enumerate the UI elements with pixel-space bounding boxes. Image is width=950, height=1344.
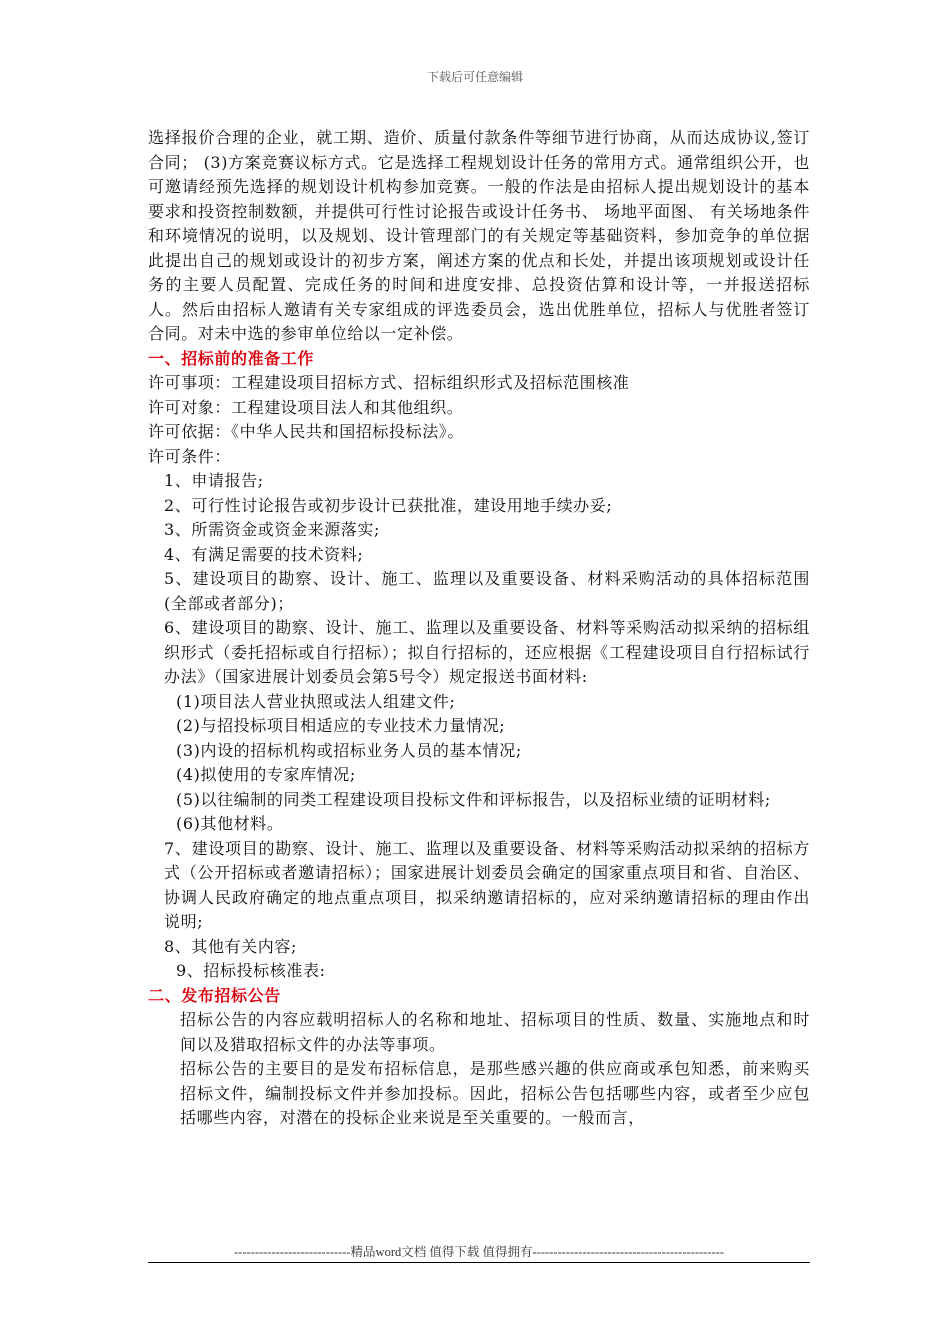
material-item: (1)项目法人营业执照或法人组建文件;: [176, 691, 456, 711]
condition-item: 1、申请报告;: [164, 471, 264, 490]
condition-item: 8、其他有关内容;: [164, 936, 297, 956]
body-paragraph: 选择报价合理的企业，就工期、造价、质量付款条件等细节进行协商，从而达成协议,签订合同； (3)方案竞赛议标方式。它是选择工程规划设计任务的常用方式。通常组织公开，也可邀请经预先选择的规划设计机构参加竞赛。一般的作法是由招标人提出规划设计的基本要求和投资控制数额，并提供可行性讨论报告或设计任务书、 场地平面图、 有关场地条件和环境情况的说明，以及规划、设计管理部门的有关规定等基础资料，参加竞争的单位据此提出自己的规划或设计的初步方案，阐述方案的优点和长处，并提出该项规划或设计任务的主要人员配置、完成任务的时间和进度安排、总投资估算和设计等，一并报送招标人。然后由招标人邀请有关专家组成的评选委员会，选出优胜单位，招标人与优胜者签订合同。对未中选的参审单位给以一定补偿。: [148, 128, 810, 343]
condition-item: 4、有满足需要的技术资料;: [164, 544, 364, 564]
footer-divider: [148, 1262, 810, 1263]
condition-item: 9、招标投标核准表:: [176, 961, 326, 980]
section-heading-1: 一、招标前的准备工作: [148, 348, 315, 368]
material-item: (6)其他材料。: [176, 814, 284, 833]
condition-item: 6、建设项目的勘察、设计、施工、监理以及重要设备、材料等采购活动拟采纳的招标组织形式（委托招标或自行招标）；拟自行招标的，还应根据《工程建设项目自行招标试行办法》（国家进展计划委员会第5号令）规定报送书面材料:: [164, 618, 810, 686]
condition-item: 7、建设项目的勘察、设计、施工、监理以及重要设备、材料等采购活动拟采纳的招标方式（公开招标或者邀请招标）；国家进展计划委员会确定的国家重点项目和省、自治区、协调人民政府确定的地点重点项目，拟采纳邀请招标的，应对采纳邀请招标的理由作出说明;: [164, 838, 810, 931]
body-paragraph: 招标公告的主要目的是发布招标信息，是那些感兴趣的供应商或承包知悉，前来购买招标文件，编制投标文件并参加投标。因此，招标公告包括哪些内容，或者至少应包括哪些内容，对潜在的投标企业来说是至关重要的。一般而言，: [180, 1059, 810, 1127]
permit-item-line: 许可事项：工程建设项目招标方式、招标组织形式及招标范围核准: [148, 373, 630, 392]
page-footer: ----------------------------精品word文档 值得下载 值得拥有----------------------------------------------: [234, 1245, 724, 1259]
section-heading-2: 二、发布招标公告: [148, 985, 281, 1005]
permit-conditions-label: 许可条件：: [148, 446, 232, 466]
permit-target-line: 许可对象：工程建设项目法人和其他组织。: [148, 397, 464, 417]
material-item: (2)与招投标项目相适应的专业技术力量情况;: [176, 716, 506, 735]
material-item: (4)拟使用的专家库情况;: [176, 765, 356, 784]
condition-item: 3、所需资金或资金来源落实;: [164, 520, 380, 539]
body-paragraph: 招标公告的内容应载明招标人的名称和地址、招标项目的性质、数量、实施地点和时间以及猎取招标文件的办法等事项。: [180, 1010, 810, 1054]
material-item: (5)以往编制的同类工程建设项目投标文件和评标报告，以及招标业绩的证明材料;: [176, 789, 771, 809]
condition-item: 2、可行性讨论报告或初步设计已获批准，建设用地手续办妥;: [164, 495, 613, 515]
permit-basis-line: 许可依据：《中华人民共和国招标投标法》。: [148, 422, 465, 441]
condition-item: 5、建设项目的勘察、设计、施工、监理以及重要设备、材料采购活动的具体招标范围(全部或者部分)；: [164, 569, 810, 613]
page-header: 下载后可任意编辑: [426, 70, 523, 84]
material-item: (3)内设的招标机构或招标业务人员的基本情况;: [176, 740, 522, 760]
document-body: [148, 126, 810, 1131]
